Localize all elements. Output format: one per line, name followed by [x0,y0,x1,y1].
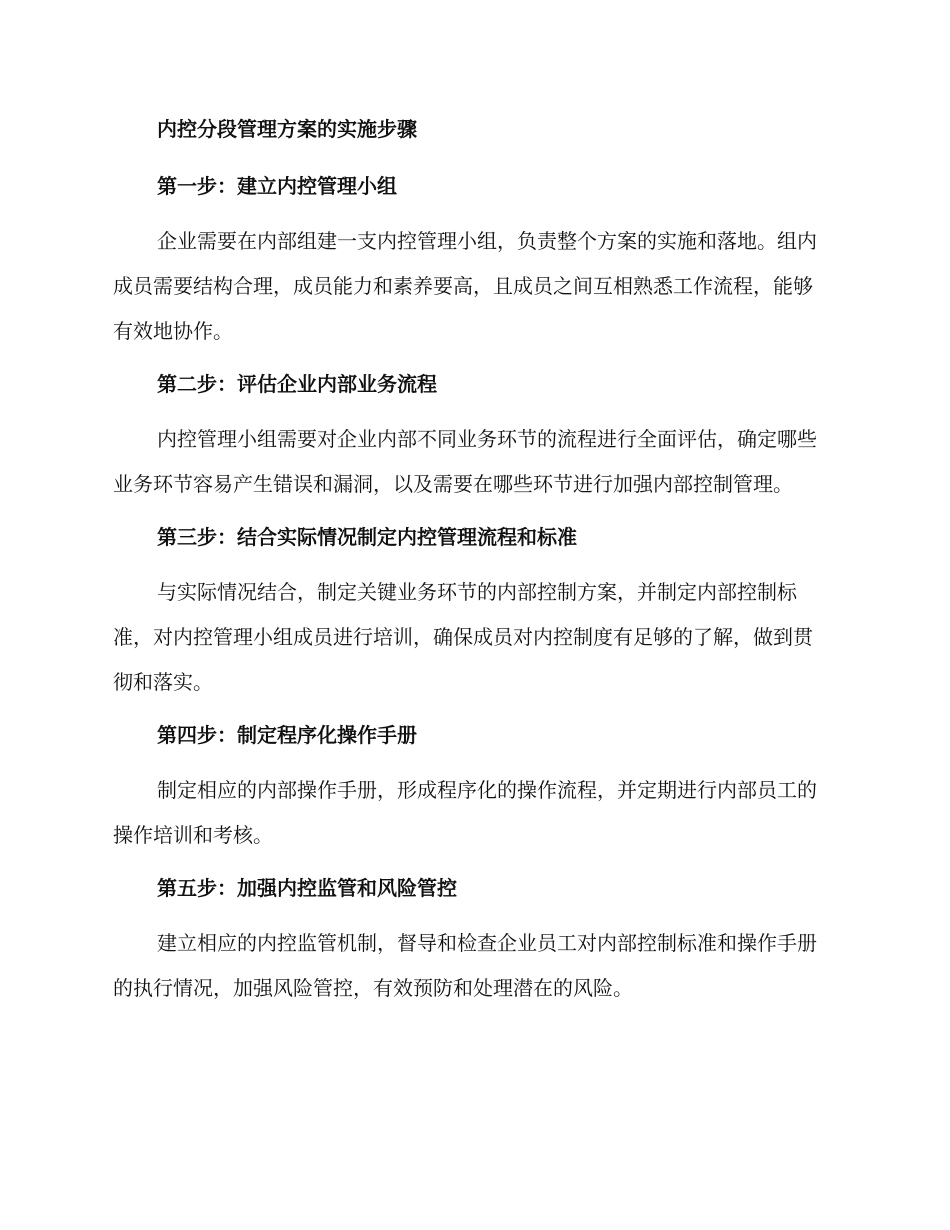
step-3-body: 与实际情况结合，制定关键业务环节的内部控制方案，并制定内部控制标准，对内控管理小组成员进行培训，确保成员对内控制度有足够的了解，做到贯彻和落实。 [113,580,813,694]
step-4-heading: 第四步：制定程序化操作手册 [157,723,417,747]
step-4-body: 制定相应的内部操作手册，形成程序化的操作流程，并定期进行内部员工的操作培训和考核。 [113,778,817,847]
document-title: 内控分段管理方案的实施步骤 [157,117,417,141]
step-3-heading: 第三步：结合实际情况制定内控管理流程和标准 [157,525,577,549]
step-5-body: 建立相应的内控监管机制，督导和检查企业员工对内部控制标准和操作手册的执行情况，加强风险管控，有效预防和处理潜在的风险。 [113,931,817,1000]
step-1-heading: 第一步：建立内控管理小组 [157,174,397,198]
step-5-heading: 第五步：加强内控监管和风险管控 [157,876,457,900]
step-1-body: 企业需要在内部组建一支内控管理小组，负责整个方案的实施和落地。组内成员需要结构合理，成员能力和素养要高，且成员之间互相熟悉工作流程，能够有效地协作。 [113,229,817,343]
step-2-heading: 第二步：评估企业内部业务流程 [157,372,437,396]
step-2-body: 内控管理小组需要对企业内部不同业务环节的流程进行全面评估，确定哪些业务环节容易产生错误和漏洞，以及需要在哪些环节进行加强内部控制管理。 [113,427,817,496]
document-content [113,112,831,1024]
